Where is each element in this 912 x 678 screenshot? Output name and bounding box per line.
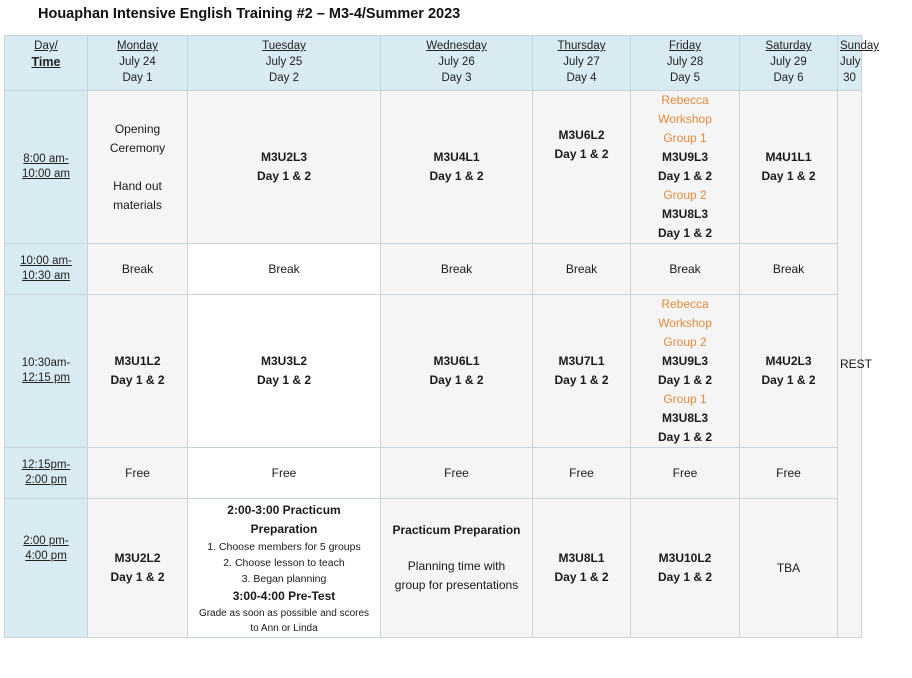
session-cell: Practicum Preparation Planning time with group for presentations xyxy=(381,499,533,638)
session-cell: M3U1L2 Day 1 & 2 xyxy=(88,295,188,448)
day-header-wednesday: Wednesday July 26 Day 3 xyxy=(381,36,533,91)
break-cell: Break xyxy=(533,244,631,295)
day-header-friday: Friday July 28 Day 5 xyxy=(631,36,740,91)
session-cell: M3U6L1 Day 1 & 2 xyxy=(381,295,533,448)
time-cell: 2:00 pm- 4:00 pm xyxy=(5,499,88,638)
free-cell: Free xyxy=(188,448,381,499)
page-title: Houaphan Intensive English Training #2 – M3-4/Summer 2023 xyxy=(38,6,461,22)
session-cell: M3U8L1 Day 1 & 2 xyxy=(533,499,631,638)
session-cell: Rebecca Workshop Group 1 M3U9L3 Day 1 & 2 Group 2 M3U8L3 Day 1 & 2 xyxy=(631,91,740,244)
free-cell: Free xyxy=(740,448,838,499)
schedule-row xyxy=(5,295,862,448)
break-cell: Break xyxy=(740,244,838,295)
session-cell: M3U7L1 Day 1 & 2 xyxy=(533,295,631,448)
session-cell: Rebecca Workshop Group 2 M3U9L3 Day 1 & 2 Group 1 M3U8L3 Day 1 & 2 xyxy=(631,295,740,448)
schedule-table xyxy=(4,35,880,638)
session-cell: M3U3L2 Day 1 & 2 xyxy=(188,295,381,448)
schedule-row xyxy=(5,91,862,244)
time-cell: 10:30am- 12:15 pm xyxy=(5,295,88,448)
day-header-saturday: Saturday July 29 Day 6 xyxy=(740,36,838,91)
time-cell: 12:15pm- 2:00 pm xyxy=(5,448,88,499)
session-cell: M4U1L1 Day 1 & 2 xyxy=(740,91,838,244)
sunday-rest-cell: REST xyxy=(838,91,862,638)
break-cell: Break xyxy=(631,244,740,295)
free-cell: Free xyxy=(381,448,533,499)
break-cell: Break xyxy=(88,244,188,295)
day-header-thursday: Thursday July 27 Day 4 xyxy=(533,36,631,91)
day-header-monday: Monday July 24 Day 1 xyxy=(88,36,188,91)
session-cell: M3U6L2 Day 1 & 2 xyxy=(533,91,631,244)
session-cell: M3U10L2 Day 1 & 2 xyxy=(631,499,740,638)
free-cell: Free xyxy=(533,448,631,499)
session-cell: M3U4L1 Day 1 & 2 xyxy=(381,91,533,244)
time-cell: 10:00 am- 10:30 am xyxy=(5,244,88,295)
day-header-tuesday: Tuesday July 25 Day 2 xyxy=(188,36,381,91)
session-cell: M3U2L2 Day 1 & 2 xyxy=(88,499,188,638)
schedule-row xyxy=(5,244,862,295)
free-cell: Free xyxy=(631,448,740,499)
break-cell: Break xyxy=(188,244,381,295)
session-cell: 2:00-3:00 Practicum Preparation 1. Choose members for 5 groups 2. Choose lesson to teach 3. Began planning 3:00-4:00 Pre-Test Grade as soon as possible and scores to Ann or Linda xyxy=(188,499,381,638)
schedule-row xyxy=(5,448,862,499)
time-cell: 8:00 am- 10:00 am xyxy=(5,91,88,244)
session-cell: Opening Ceremony Hand out materials xyxy=(88,91,188,244)
session-cell: TBA xyxy=(740,499,838,638)
header-row xyxy=(5,36,862,91)
session-cell: M4U2L3 Day 1 & 2 xyxy=(740,295,838,448)
schedule-row xyxy=(5,499,862,638)
corner-header: Day/ Time xyxy=(5,36,88,91)
day-header-sunday: Sunday July 30 xyxy=(838,36,862,91)
free-cell: Free xyxy=(88,448,188,499)
session-cell: M3U2L3 Day 1 & 2 xyxy=(188,91,381,244)
break-cell: Break xyxy=(381,244,533,295)
